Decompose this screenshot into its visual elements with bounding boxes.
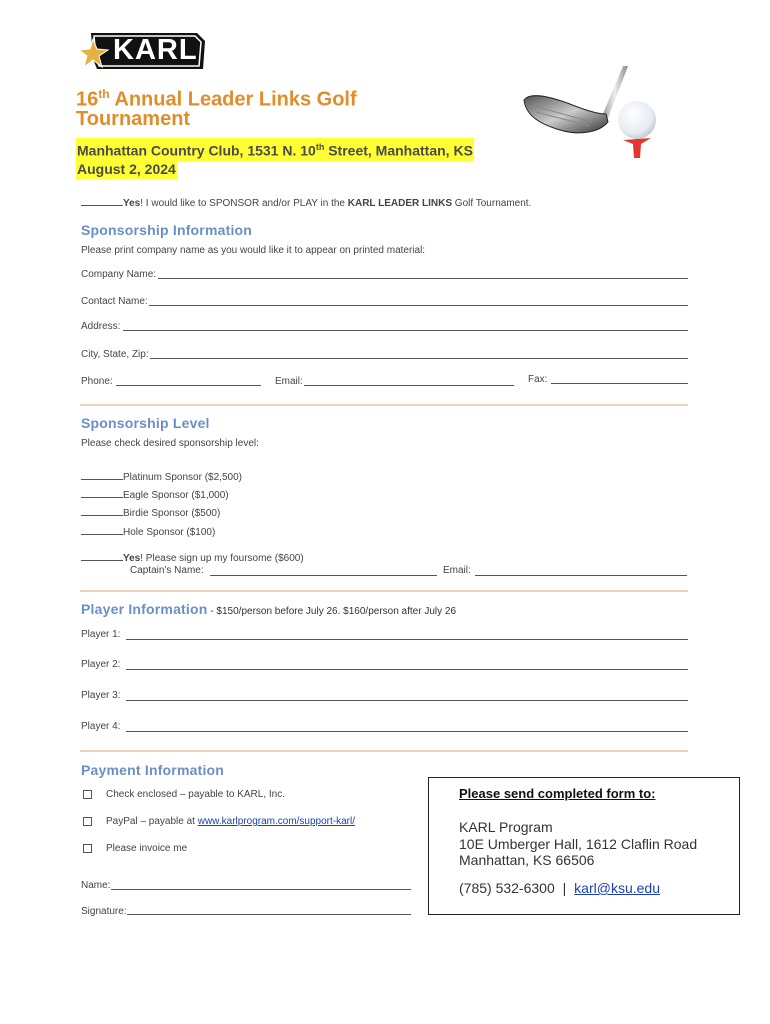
city-state-zip-field[interactable] (150, 358, 688, 359)
fax-label: Fax: (528, 374, 548, 385)
venue-part2: Street, Manhattan, KS (324, 142, 473, 159)
golf-club-image (520, 66, 670, 158)
sponsor-option-platinum[interactable] (81, 470, 242, 483)
check-label: Check enclosed – payable to KARL, Inc. (106, 789, 285, 800)
event-venue (76, 138, 474, 161)
player-3-label: Player 3: (81, 690, 121, 701)
intro-statement (81, 196, 531, 209)
paypal-checkbox[interactable] (83, 817, 92, 826)
send-to-heading: Please send completed form to: (459, 786, 656, 801)
invoice-checkbox[interactable] (83, 844, 92, 853)
address-label: Address: (81, 321, 121, 332)
section-divider (80, 404, 688, 406)
city-state-zip-label: City, State, Zip: (81, 349, 149, 360)
player-4-field[interactable] (126, 731, 688, 732)
player-info-fee: - $150/person before July 26. $160/person after July 26 (207, 606, 457, 617)
sponsor-option-hole[interactable] (81, 525, 215, 538)
platinum-label: Platinum Sponsor ($2,500) (123, 472, 242, 483)
contact-name-field[interactable] (149, 305, 688, 306)
fax-field[interactable] (551, 383, 688, 384)
golf-club-illustration (520, 66, 670, 158)
event-title-line2: Tournament (76, 108, 191, 130)
player-2-field[interactable] (126, 669, 688, 670)
hole-blank[interactable] (81, 525, 123, 535)
paypal-label: PayPal – payable at (106, 816, 198, 827)
title-ordinal: th (98, 87, 110, 101)
payer-name-field[interactable] (111, 889, 411, 890)
send-to-address1: 10E Umberger Hall, 1612 Claflin Road (459, 836, 698, 852)
sponsorship-info-heading: Sponsorship Information (81, 222, 253, 238)
captain-name-field[interactable] (210, 575, 437, 576)
venue-part1: Manhattan Country Club, 1531 N. 10 (77, 142, 316, 159)
eagle-blank[interactable] (81, 488, 123, 498)
captain-email-field[interactable] (475, 575, 687, 576)
payment-info-heading: Payment Information (81, 762, 225, 778)
birdie-label: Birdie Sponsor ($500) (123, 508, 221, 519)
signature-field[interactable] (127, 914, 411, 915)
foursome-option[interactable] (81, 551, 304, 564)
player-info-heading (81, 601, 456, 619)
intro-text-b: Golf Tournament. (452, 198, 532, 209)
company-name-label: Company Name: (81, 269, 157, 280)
intro-yes: Yes (123, 198, 141, 209)
karl-logo (79, 25, 211, 73)
email-label: Email: (275, 376, 303, 387)
send-to-org: KARL Program (459, 819, 553, 835)
invoice-label: Please invoice me (106, 843, 188, 854)
signature-label: Signature: (81, 906, 127, 917)
send-to-phone: (785) 532-6300 (459, 880, 555, 896)
player-info-title: Player Information (81, 601, 208, 617)
eagle-label: Eagle Sponsor ($1,000) (123, 490, 229, 501)
foursome-blank[interactable] (81, 551, 123, 561)
address-field[interactable] (123, 330, 688, 331)
title-text: Annual Leader Links Golf (109, 88, 357, 111)
platinum-blank[interactable] (81, 470, 123, 480)
payment-option-paypal[interactable] (83, 816, 355, 827)
intro-text-a: ! I would like to SPONSOR and/or PLAY in the (140, 198, 348, 209)
sponsorship-instruction: Please print company name as you would like it to appear on printed material: (81, 245, 426, 256)
send-to-email-link[interactable]: karl@ksu.edu (574, 880, 660, 896)
payment-option-invoice[interactable] (83, 843, 187, 854)
birdie-blank[interactable] (81, 506, 123, 516)
player-2-label: Player 2: (81, 659, 121, 670)
karl-logo-text: KARL (113, 34, 198, 66)
captain-email-label: Email: (443, 565, 471, 576)
email-field[interactable] (304, 385, 514, 386)
player-1-label: Player 1: (81, 629, 121, 640)
send-to-box (428, 777, 740, 915)
paypal-link[interactable]: www.karlprogram.com/support-karl/ (197, 816, 355, 827)
player-3-field[interactable] (126, 700, 688, 701)
sponsorship-level-heading: Sponsorship Level (81, 415, 210, 431)
foursome-text: ! Please sign up my foursome ($600) (140, 553, 304, 564)
company-name-field[interactable] (158, 278, 688, 279)
sponsorship-level-instruction: Please check desired sponsorship level: (81, 438, 259, 449)
payment-option-check[interactable] (83, 789, 285, 800)
payer-name-label: Name: (81, 880, 111, 891)
send-to-address2: Manhattan, KS 66506 (459, 852, 595, 868)
sponsor-option-eagle[interactable] (81, 488, 229, 501)
player-1-field[interactable] (126, 639, 688, 640)
sponsor-option-birdie[interactable] (81, 506, 220, 519)
event-date: August 2, 2024 (77, 161, 176, 177)
title-number: 16 (76, 88, 99, 111)
section-divider (80, 590, 688, 592)
phone-field[interactable] (116, 385, 261, 386)
section-divider (80, 750, 688, 752)
intro-bold: KARL LEADER LINKS (347, 198, 453, 209)
phone-label: Phone: (81, 376, 113, 387)
venue-ordinal: th (315, 142, 325, 152)
foursome-yes: Yes (123, 553, 141, 564)
send-to-contact (459, 880, 660, 896)
captain-name-label: Captain's Name: (130, 565, 204, 576)
intro-blank[interactable] (81, 196, 123, 206)
contact-name-label: Contact Name: (81, 296, 148, 307)
hole-label: Hole Sponsor ($100) (123, 527, 216, 538)
check-checkbox[interactable] (83, 790, 92, 799)
send-to-separator: | (562, 880, 567, 896)
player-4-label: Player 4: (81, 721, 121, 732)
